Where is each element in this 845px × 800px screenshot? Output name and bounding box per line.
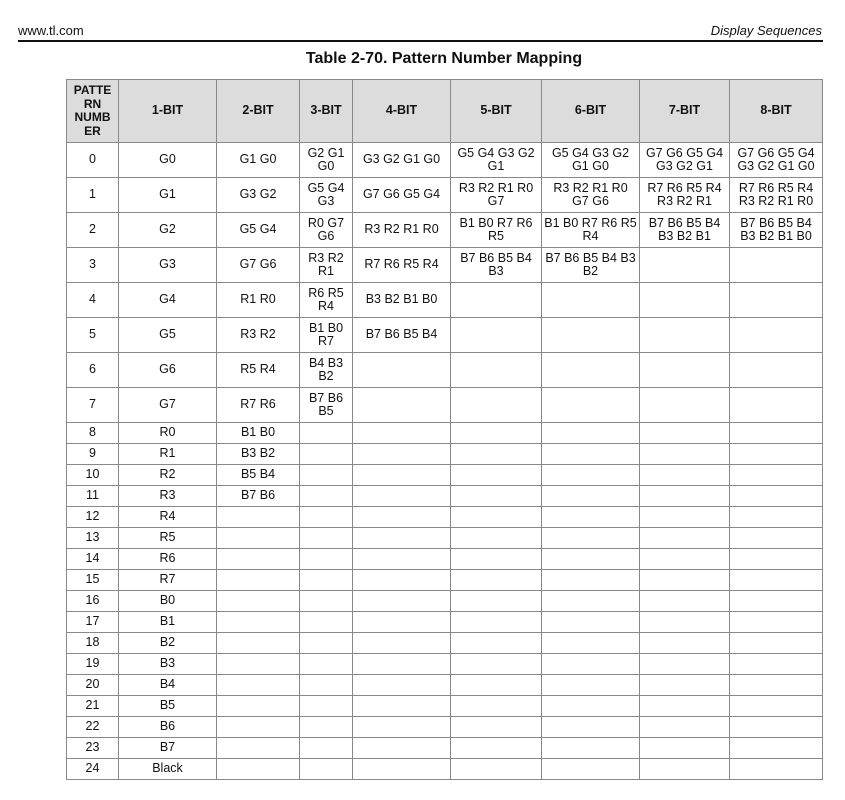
bit-mapping-cell [217, 528, 300, 549]
table-row [67, 465, 823, 486]
bit-mapping-cell [640, 675, 730, 696]
bit-mapping-cell [542, 738, 640, 759]
bit-mapping-cell [451, 444, 542, 465]
bit-mapping-cell [300, 591, 353, 612]
bit-mapping-cell [300, 654, 353, 675]
table-caption: Table 2-70. Pattern Number Mapping [305, 50, 583, 67]
bit-mapping-cell [353, 507, 451, 528]
bit-mapping-cell [451, 759, 542, 780]
bit-mapping-cell [640, 633, 730, 654]
table-row [67, 612, 823, 633]
table-row [67, 633, 823, 654]
bit-mapping-cell [730, 675, 823, 696]
bit-mapping-cell [640, 444, 730, 465]
bit-mapping-cell: R2 [119, 465, 217, 486]
header-3-bit: 3-BIT [300, 80, 353, 143]
bit-mapping-cell: R3 R2 [217, 318, 300, 353]
bit-mapping-cell [353, 570, 451, 591]
bit-mapping-cell [353, 696, 451, 717]
bit-mapping-cell [451, 423, 542, 444]
site-url: www.tl.com [18, 23, 84, 38]
bit-mapping-cell [353, 717, 451, 738]
bit-mapping-cell: R3 R2 R1 R0 G7 [451, 178, 542, 213]
bit-mapping-cell: G7 G6 [217, 248, 300, 283]
pattern-number-cell: 18 [67, 633, 119, 654]
pattern-number-cell: 15 [67, 570, 119, 591]
bit-mapping-cell: B3 [119, 654, 217, 675]
bit-mapping-cell [451, 465, 542, 486]
bit-mapping-cell: B4 [119, 675, 217, 696]
table-row [67, 507, 823, 528]
bit-mapping-cell [640, 528, 730, 549]
bit-mapping-cell: B3 B2 [217, 444, 300, 465]
bit-mapping-cell [300, 759, 353, 780]
bit-mapping-cell [300, 423, 353, 444]
header-pn-line: NUMB [74, 110, 111, 124]
bit-mapping-cell [730, 633, 823, 654]
bit-mapping-cell [451, 486, 542, 507]
bit-mapping-cell: R7 R6 R5 R4 [353, 248, 451, 283]
table-row [67, 388, 823, 423]
table-row [67, 283, 823, 318]
section-title: Display Sequences [710, 23, 822, 38]
bit-mapping-cell [640, 423, 730, 444]
bit-mapping-cell: G5 G4 [217, 213, 300, 248]
bit-mapping-cell [542, 612, 640, 633]
bit-mapping-cell: B5 [119, 696, 217, 717]
table-header-row [67, 80, 823, 143]
bit-mapping-cell [640, 388, 730, 423]
bit-mapping-cell [300, 717, 353, 738]
bit-mapping-cell [640, 507, 730, 528]
bit-mapping-cell [640, 759, 730, 780]
bit-mapping-cell [353, 654, 451, 675]
table-row [67, 738, 823, 759]
bit-mapping-cell [451, 633, 542, 654]
table-row [67, 717, 823, 738]
bit-mapping-cell [217, 675, 300, 696]
bit-mapping-cell [730, 248, 823, 283]
table-row [67, 654, 823, 675]
bit-mapping-cell [640, 353, 730, 388]
bit-mapping-cell [353, 549, 451, 570]
pattern-number-cell: 20 [67, 675, 119, 696]
bit-mapping-cell [300, 696, 353, 717]
bit-mapping-cell [451, 570, 542, 591]
pattern-number-cell: 2 [67, 213, 119, 248]
bit-mapping-cell: G2 [119, 213, 217, 248]
bit-mapping-cell [640, 283, 730, 318]
bit-mapping-cell: G2 G1 G0 [300, 143, 353, 178]
bit-mapping-cell [217, 591, 300, 612]
bit-mapping-cell [451, 388, 542, 423]
bit-mapping-cell: B7 B6 B5 B4 [353, 318, 451, 353]
bit-mapping-cell: R7 R6 R5 R4 R3 R2 R1 R0 [730, 178, 823, 213]
bit-mapping-cell [640, 696, 730, 717]
header-4-bit: 4-BIT [353, 80, 451, 143]
bit-mapping-cell [640, 717, 730, 738]
bit-mapping-cell [542, 591, 640, 612]
bit-mapping-cell [730, 612, 823, 633]
bit-mapping-cell [640, 549, 730, 570]
bit-mapping-cell: G5 [119, 318, 217, 353]
bit-mapping-cell [542, 486, 640, 507]
bit-mapping-cell [451, 283, 542, 318]
bit-mapping-cell [730, 717, 823, 738]
table-row [67, 143, 823, 178]
bit-mapping-cell: R5 [119, 528, 217, 549]
bit-mapping-cell [300, 675, 353, 696]
header-divider [18, 40, 823, 42]
bit-mapping-cell [730, 486, 823, 507]
table-row [67, 423, 823, 444]
bit-mapping-cell [542, 318, 640, 353]
bit-mapping-cell [451, 696, 542, 717]
bit-mapping-cell: G3 [119, 248, 217, 283]
bit-mapping-cell: G7 G6 G5 G4 G3 G2 G1 [640, 143, 730, 178]
bit-mapping-cell: R1 R0 [217, 283, 300, 318]
table-row [67, 675, 823, 696]
bit-mapping-cell [353, 353, 451, 388]
bit-mapping-cell [300, 570, 353, 591]
bit-mapping-cell [730, 507, 823, 528]
bit-mapping-cell [217, 612, 300, 633]
bit-mapping-cell: R5 R4 [217, 353, 300, 388]
bit-mapping-cell [353, 465, 451, 486]
bit-mapping-cell [353, 738, 451, 759]
bit-mapping-cell: G7 [119, 388, 217, 423]
bit-mapping-cell [542, 759, 640, 780]
bit-mapping-cell [300, 444, 353, 465]
bit-mapping-cell [353, 675, 451, 696]
pattern-number-cell: 4 [67, 283, 119, 318]
bit-mapping-cell: R3 R2 R1 R0 [353, 213, 451, 248]
bit-mapping-cell [542, 717, 640, 738]
bit-mapping-cell: R3 [119, 486, 217, 507]
bit-mapping-cell [542, 549, 640, 570]
table-row [67, 549, 823, 570]
bit-mapping-cell [542, 283, 640, 318]
bit-mapping-cell: R6 [119, 549, 217, 570]
bit-mapping-cell [730, 528, 823, 549]
bit-mapping-cell [217, 633, 300, 654]
bit-mapping-cell [640, 318, 730, 353]
table-row [67, 353, 823, 388]
bit-mapping-cell: G4 [119, 283, 217, 318]
pattern-number-cell: 11 [67, 486, 119, 507]
header-7-bit: 7-BIT [640, 80, 730, 143]
bit-mapping-cell: G1 [119, 178, 217, 213]
bit-mapping-cell [300, 633, 353, 654]
table-row [67, 696, 823, 717]
bit-mapping-cell [640, 248, 730, 283]
bit-mapping-cell [640, 591, 730, 612]
pattern-mapping-table [66, 79, 823, 780]
pattern-number-cell: 5 [67, 318, 119, 353]
bit-mapping-cell: G6 [119, 353, 217, 388]
header-8-bit: 8-BIT [730, 80, 823, 143]
bit-mapping-cell [353, 759, 451, 780]
bit-mapping-cell: G3 G2 [217, 178, 300, 213]
bit-mapping-cell [353, 423, 451, 444]
bit-mapping-cell: B1 B0 [217, 423, 300, 444]
bit-mapping-cell [730, 696, 823, 717]
table-row [67, 486, 823, 507]
bit-mapping-cell [730, 654, 823, 675]
bit-mapping-cell [300, 549, 353, 570]
bit-mapping-cell: G5 G4 G3 G2 G1 [451, 143, 542, 178]
bit-mapping-cell [217, 507, 300, 528]
table-body [67, 143, 823, 780]
pattern-number-cell: 21 [67, 696, 119, 717]
bit-mapping-cell: G1 G0 [217, 143, 300, 178]
bit-mapping-cell [451, 654, 542, 675]
bit-mapping-cell [300, 507, 353, 528]
bit-mapping-cell [730, 570, 823, 591]
bit-mapping-cell: R1 [119, 444, 217, 465]
bit-mapping-cell [217, 759, 300, 780]
bit-mapping-cell: B1 B0 R7 [300, 318, 353, 353]
pattern-number-cell: 14 [67, 549, 119, 570]
bit-mapping-cell [542, 423, 640, 444]
pattern-number-cell: 9 [67, 444, 119, 465]
pattern-number-cell: 1 [67, 178, 119, 213]
bit-mapping-cell [542, 528, 640, 549]
pattern-number-cell: 6 [67, 353, 119, 388]
pattern-number-cell: 12 [67, 507, 119, 528]
bit-mapping-cell [542, 388, 640, 423]
bit-mapping-cell [542, 696, 640, 717]
table-row [67, 570, 823, 591]
bit-mapping-cell [730, 549, 823, 570]
bit-mapping-cell [353, 444, 451, 465]
bit-mapping-cell [730, 759, 823, 780]
bit-mapping-cell: G7 G6 G5 G4 G3 G2 G1 G0 [730, 143, 823, 178]
bit-mapping-cell: B0 [119, 591, 217, 612]
bit-mapping-cell [640, 612, 730, 633]
bit-mapping-cell [353, 633, 451, 654]
bit-mapping-cell [300, 612, 353, 633]
bit-mapping-cell: B5 B4 [217, 465, 300, 486]
bit-mapping-cell: B7 B6 B5 B4 B3 B2 B1 B0 [730, 213, 823, 248]
bit-mapping-cell [730, 353, 823, 388]
bit-mapping-cell: B7 B6 [217, 486, 300, 507]
header-1-bit: 1-BIT [119, 80, 217, 143]
table-row [67, 528, 823, 549]
pattern-number-cell: 22 [67, 717, 119, 738]
bit-mapping-cell [640, 486, 730, 507]
header-pattern-number [67, 80, 119, 143]
bit-mapping-cell: B6 [119, 717, 217, 738]
bit-mapping-cell: B1 [119, 612, 217, 633]
bit-mapping-cell [451, 717, 542, 738]
table-row [67, 318, 823, 353]
header-pn-line: PATTE [73, 83, 112, 97]
bit-mapping-cell [353, 486, 451, 507]
bit-mapping-cell: B1 B0 R7 R6 R5 [451, 213, 542, 248]
pattern-number-cell: 7 [67, 388, 119, 423]
bit-mapping-cell [542, 570, 640, 591]
bit-mapping-cell: R0 [119, 423, 217, 444]
header-pn-line: ER [84, 123, 101, 138]
bit-mapping-cell [217, 696, 300, 717]
bit-mapping-cell [217, 738, 300, 759]
bit-mapping-cell: R4 [119, 507, 217, 528]
bit-mapping-cell [730, 283, 823, 318]
pattern-number-cell: 13 [67, 528, 119, 549]
bit-mapping-cell [353, 591, 451, 612]
bit-mapping-cell [217, 717, 300, 738]
table-row [67, 591, 823, 612]
bit-mapping-cell: R7 [119, 570, 217, 591]
bit-mapping-cell [542, 507, 640, 528]
bit-mapping-cell [640, 570, 730, 591]
bit-mapping-cell [542, 654, 640, 675]
bit-mapping-cell: R3 R2 R1 [300, 248, 353, 283]
bit-mapping-cell: G5 G4 G3 [300, 178, 353, 213]
pattern-number-cell: 8 [67, 423, 119, 444]
table-row [67, 248, 823, 283]
pattern-number-cell: 19 [67, 654, 119, 675]
header-2-bit: 2-BIT [217, 80, 300, 143]
table-row [67, 213, 823, 248]
bit-mapping-cell [730, 318, 823, 353]
bit-mapping-cell [217, 549, 300, 570]
bit-mapping-cell: B1 B0 R7 R6 R5 R4 [542, 213, 640, 248]
bit-mapping-cell: B7 B6 B5 [300, 388, 353, 423]
bit-mapping-cell [353, 528, 451, 549]
bit-mapping-cell [451, 507, 542, 528]
bit-mapping-cell [300, 528, 353, 549]
table-row [67, 178, 823, 213]
bit-mapping-cell: R7 R6 [217, 388, 300, 423]
bit-mapping-cell: R6 R5 R4 [300, 283, 353, 318]
pattern-number-cell: 10 [67, 465, 119, 486]
header-6-bit: 6-BIT [542, 80, 640, 143]
bit-mapping-cell [300, 486, 353, 507]
pattern-number-cell: 17 [67, 612, 119, 633]
header-5-bit: 5-BIT [451, 80, 542, 143]
bit-mapping-cell [451, 549, 542, 570]
bit-mapping-cell: G5 G4 G3 G2 G1 G0 [542, 143, 640, 178]
bit-mapping-cell: B4 B3 B2 [300, 353, 353, 388]
header-pn-line: RN [83, 96, 102, 111]
bit-mapping-cell [542, 465, 640, 486]
bit-mapping-cell: B7 [119, 738, 217, 759]
bit-mapping-cell [730, 738, 823, 759]
bit-mapping-cell [542, 353, 640, 388]
bit-mapping-cell [300, 465, 353, 486]
bit-mapping-cell: R7 R6 R5 R4 R3 R2 R1 [640, 178, 730, 213]
bit-mapping-cell: G0 [119, 143, 217, 178]
bit-mapping-cell [451, 675, 542, 696]
bit-mapping-cell [640, 465, 730, 486]
table-row [67, 444, 823, 465]
pattern-number-cell: 16 [67, 591, 119, 612]
pattern-number-cell: 0 [67, 143, 119, 178]
bit-mapping-cell [451, 318, 542, 353]
bit-mapping-cell: R3 R2 R1 R0 G7 G6 [542, 178, 640, 213]
bit-mapping-cell [730, 465, 823, 486]
bit-mapping-cell [730, 423, 823, 444]
bit-mapping-cell [451, 612, 542, 633]
pattern-number-cell: 24 [67, 759, 119, 780]
pattern-number-cell: 23 [67, 738, 119, 759]
table-row [67, 759, 823, 780]
bit-mapping-cell [353, 388, 451, 423]
bit-mapping-cell [217, 570, 300, 591]
bit-mapping-cell [542, 633, 640, 654]
bit-mapping-cell: Black [119, 759, 217, 780]
bit-mapping-cell [451, 528, 542, 549]
bit-mapping-cell [300, 738, 353, 759]
bit-mapping-cell: B3 B2 B1 B0 [353, 283, 451, 318]
bit-mapping-cell [353, 612, 451, 633]
bit-mapping-cell [217, 654, 300, 675]
bit-mapping-cell [730, 591, 823, 612]
bit-mapping-cell [730, 444, 823, 465]
bit-mapping-cell: R0 G7 G6 [300, 213, 353, 248]
bit-mapping-cell: B7 B6 B5 B4 B3 B2 [542, 248, 640, 283]
bit-mapping-cell [542, 675, 640, 696]
bit-mapping-cell: G3 G2 G1 G0 [353, 143, 451, 178]
bit-mapping-cell [451, 738, 542, 759]
pattern-number-cell: 3 [67, 248, 119, 283]
bit-mapping-cell [451, 353, 542, 388]
bit-mapping-cell: G7 G6 G5 G4 [353, 178, 451, 213]
bit-mapping-cell [542, 444, 640, 465]
bit-mapping-cell [451, 591, 542, 612]
bit-mapping-cell: B7 B6 B5 B4 B3 [451, 248, 542, 283]
bit-mapping-cell: B2 [119, 633, 217, 654]
bit-mapping-cell [640, 738, 730, 759]
bit-mapping-cell [730, 388, 823, 423]
bit-mapping-cell [640, 654, 730, 675]
bit-mapping-cell: B7 B6 B5 B4 B3 B2 B1 [640, 213, 730, 248]
